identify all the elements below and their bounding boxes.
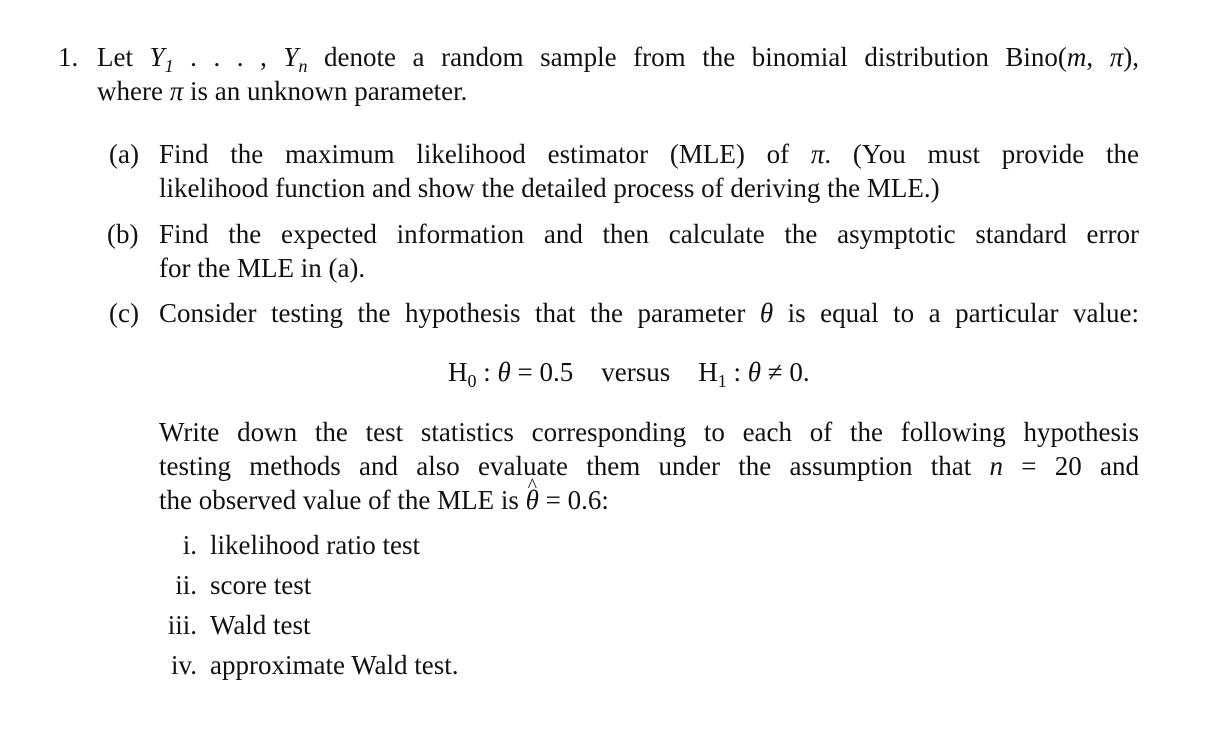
math-theta: θ [759,298,774,328]
intro-text: Let [97,42,150,72]
part-c-text: = 20 and [1003,451,1140,481]
list-item-label: iv. [171,650,197,680]
part-a-line-2: likelihood function and show the detailed process of deriving the MLE.) [159,173,940,203]
list-item: Wald test [210,610,311,640]
math-theta-hat: θ ^ [526,483,539,517]
part-c-para-line-1: Write down the test statistics corresponding to each of the following hypothesis [159,417,1139,447]
part-c-text: = 0.6: [538,485,609,515]
question-intro-line-1 [97,40,1139,74]
math-close: ), [1123,42,1140,72]
part-c-label: (c) [109,298,139,328]
list-item-label: i. [182,530,197,560]
math-comma: , [1086,42,1110,72]
part-a-label: (a) [109,139,139,169]
versus-text: versus [601,357,671,387]
part-a-line-1 [159,137,1139,171]
math-pi: π [810,139,825,169]
math-n: n [989,451,1003,481]
question-intro-line-2 [97,74,467,108]
part-c-para-line-3 [159,483,609,517]
part-c-para-line-2 [159,449,1139,483]
part-c-text: testing methods and also evaluate them under the assumption that [159,451,990,481]
math-y1: $Y_1$ [149,42,174,76]
intro-text: is an unknown parameter. [183,76,468,106]
list-item-label: iii. [167,610,197,640]
math-pi: π [169,76,184,106]
part-c-text: Consider testing the hypothesis that the parameter [159,298,760,328]
part-c-text: is equal to a particular value: [773,298,1140,328]
part-b-line-1: Find the expected information and then calculate the asymptotic standard error [159,219,1139,249]
part-c-line-1 [159,296,1139,330]
intro-text: denote a random sample from the binomial distribution Bino( [307,42,1067,72]
list-item: likelihood ratio test [210,530,420,560]
math-m: m [1066,42,1087,72]
list-item-label: ii. [175,570,197,600]
part-b-label: (b) [107,219,139,249]
hypothesis-equation [448,355,810,389]
intro-text: where [97,76,170,106]
part-c-text: the observed value of the MLE is [159,485,526,515]
part-a-text: Find the maximum likelihood estimator (MLE) of [159,139,811,169]
question-number: 1. [58,42,79,72]
part-b-line-2: for the MLE in (a). [159,253,366,283]
math-pi: π [1109,42,1124,72]
math-yn: $Y_n$ [283,42,308,76]
null-hypothesis: $H_0$ : θ = 0.5 [448,357,574,391]
list-item: approximate Wald test. [210,650,459,680]
part-a-text: . (You must provide the [824,139,1140,169]
intro-dots: . . . , [173,42,284,72]
alternative-hypothesis: $H_1$ : θ ≠ 0. [698,357,810,391]
list-item: score test [210,570,312,600]
